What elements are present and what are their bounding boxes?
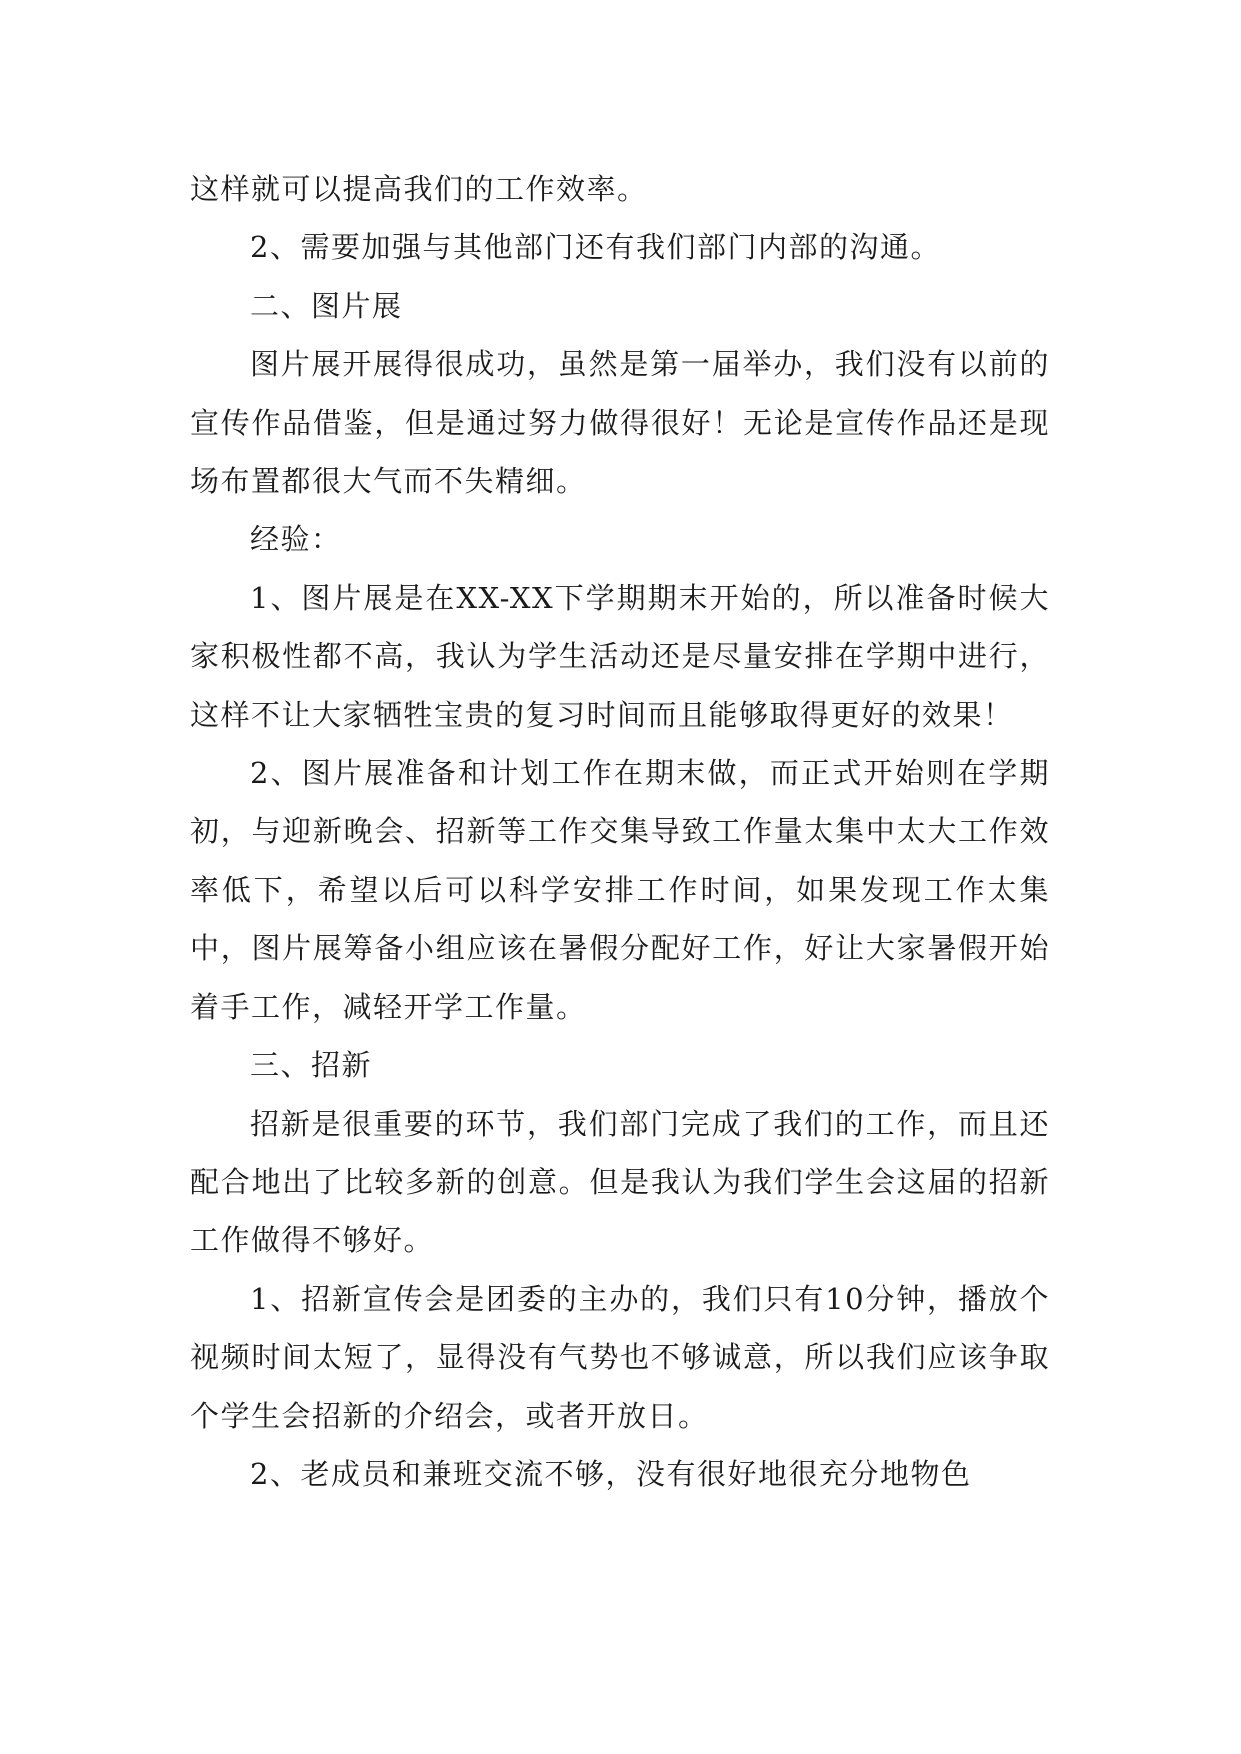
section-heading-photo-exhibition: 二、图片展 [250, 288, 403, 323]
paragraph-photo-exhibition-summary: 图片展开展得很成功，虽然是第一届举办，我们没有以前的宣传作品借鉴，但是通过努力做得很好！无论是宣传作品还是现场布置都很大气而不失精细。 [190, 347, 1050, 499]
paragraph-recruitment-summary: 招新是很重要的环节，我们部门完成了我们的工作，而且还配合地出了比较多新的创意。但是我认为我们学生会这届的招新工作做得不够好。 [190, 1106, 1050, 1258]
paragraph-item-communication: 2、需要加强与其他部门还有我们部门内部的沟通。 [250, 230, 941, 265]
paragraph-recruitment-item-1: 1、招新宣传会是团委的主办的，我们只有10分钟，播放个视频时间太短了，显得没有气势也不够诚意，所以我们应该争取个学生会招新的介绍会，或者开放日。 [190, 1281, 1050, 1433]
document-body [190, 160, 1050, 1503]
paragraph-recruitment-item-2: 2、老成员和兼班交流不够，没有很好地很充分地物色 [250, 1456, 972, 1491]
paragraph-continuation: 这样就可以提高我们的工作效率。 [190, 172, 648, 206]
paragraph-experience-item-1: 1、图片展是在XX-XX下学期期末开始的，所以准备时候大家积极性都不高，我认为学生活动还是尽量安排在学期中进行，这样不让大家牺牲宝贵的复习时间而且能够取得更好的效果！ [190, 580, 1050, 732]
paragraph-experience-item-2: 2、图片展准备和计划工作在期末做，而正式开始则在学期初，与迎新晚会、招新等工作交集导致工作量太集中太大工作效率低下，希望以后可以科学安排工作时间，如果发现工作太集中，图片展筹备小组应该在暑假分配好工作，好让大家暑假开始着手工作，减轻开学工作量。 [190, 756, 1050, 1024]
subheading-experience: 经验： [250, 522, 342, 557]
section-heading-recruitment: 三、招新 [250, 1048, 373, 1083]
